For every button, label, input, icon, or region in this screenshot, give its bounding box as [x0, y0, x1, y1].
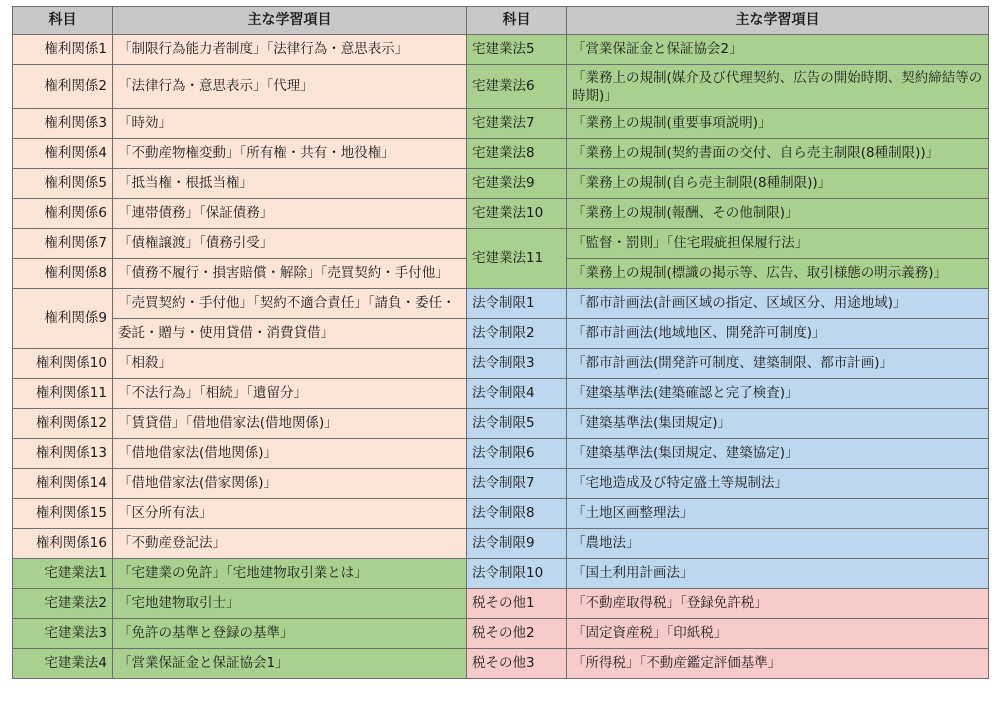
topics-cell: 「土地区画整理法」 — [567, 499, 989, 529]
subject-cell: 宅建業法1 — [13, 559, 113, 589]
table-row — [13, 349, 989, 379]
topics-cell: 「不動産物権変動」「所有権・共有・地役権」 — [113, 139, 467, 169]
table-row — [13, 469, 989, 499]
subject-cell: 権利関係6 — [13, 199, 113, 229]
topics-cell: 「業務上の規制(契約書面の交付、自ら売主制限(8種制限))」 — [567, 139, 989, 169]
header-row — [13, 7, 989, 35]
subject-cell: 権利関係14 — [13, 469, 113, 499]
subject-cell: 法令制限7 — [467, 469, 567, 499]
subject-cell: 権利関係9 — [13, 289, 113, 349]
topics-cell: 「業務上の規制(報酬、その他制限)」 — [567, 199, 989, 229]
subject-cell: 権利関係15 — [13, 499, 113, 529]
topics-cell: 「制限行為能力者制度」「法律行為・意思表示」 — [113, 35, 467, 65]
topics-cell: 「建築基準法(集団規定)」 — [567, 409, 989, 439]
topics-cell: 「区分所有法」 — [113, 499, 467, 529]
table-row — [13, 199, 989, 229]
table-row — [13, 589, 989, 619]
subject-cell: 権利関係11 — [13, 379, 113, 409]
subject-cell: 権利関係5 — [13, 169, 113, 199]
table-row — [13, 529, 989, 559]
subject-cell: 宅建業法11 — [467, 229, 567, 289]
topics-cell: 「監督・罰則」「住宅瑕疵担保履行法」 — [567, 229, 989, 259]
subject-cell: 法令制限6 — [467, 439, 567, 469]
subject-cell: 法令制限8 — [467, 499, 567, 529]
subject-cell: 法令制限9 — [467, 529, 567, 559]
topics-cell: 「農地法」 — [567, 529, 989, 559]
table-row — [13, 319, 989, 349]
subject-cell: 宅建業法10 — [467, 199, 567, 229]
subject-cell: 宅建業法4 — [13, 649, 113, 679]
topics-cell: 委託・贈与・使用貸借・消費貸借」 — [113, 319, 467, 349]
subject-cell: 権利関係1 — [13, 35, 113, 65]
subject-cell: 宅建業法2 — [13, 589, 113, 619]
subject-cell: 権利関係16 — [13, 529, 113, 559]
subject-cell: 法令制限4 — [467, 379, 567, 409]
subject-cell: 税その他1 — [467, 589, 567, 619]
subject-cell: 権利関係3 — [13, 109, 113, 139]
table-row — [13, 289, 989, 319]
topics-cell: 「宅地建物取引士」 — [113, 589, 467, 619]
topics-cell: 「業務上の規制(媒介及び代理契約、広告の開始時期、契約締結等の時期)」 — [567, 65, 989, 109]
table-row — [13, 65, 989, 109]
table-row — [13, 649, 989, 679]
table-row — [13, 109, 989, 139]
topics-cell: 「不動産取得税」「登録免許税」 — [567, 589, 989, 619]
topics-cell: 「固定資産税」「印紙税」 — [567, 619, 989, 649]
subject-cell: 宅建業法9 — [467, 169, 567, 199]
topics-cell: 「所得税」「不動産鑑定評価基準」 — [567, 649, 989, 679]
subject-cell: 税その他3 — [467, 649, 567, 679]
topics-cell: 「都市計画法(地域地区、開発許可制度)」 — [567, 319, 989, 349]
subject-cell: 法令制限5 — [467, 409, 567, 439]
table-row — [13, 439, 989, 469]
topics-cell: 「宅建業の免許」「宅地建物取引業とは」 — [113, 559, 467, 589]
topics-cell: 「賃貸借」「借地借家法(借地関係)」 — [113, 409, 467, 439]
subject-cell: 権利関係10 — [13, 349, 113, 379]
topics-cell: 「売買契約・手付他」「契約不適合責任」「請負・委任・ — [113, 289, 467, 319]
topics-cell: 「時効」 — [113, 109, 467, 139]
subject-cell: 法令制限3 — [467, 349, 567, 379]
table-row — [13, 619, 989, 649]
header-topics-right: 主な学習項目 — [567, 7, 989, 35]
subject-cell: 権利関係2 — [13, 65, 113, 109]
topics-cell: 「営業保証金と保証協会1」 — [113, 649, 467, 679]
subject-cell: 権利関係12 — [13, 409, 113, 439]
topics-cell: 「不法行為」「相続」「遺留分」 — [113, 379, 467, 409]
topics-cell: 「相殺」 — [113, 349, 467, 379]
table-row — [13, 139, 989, 169]
topics-cell: 「連帯債務」「保証債務」 — [113, 199, 467, 229]
topics-cell: 「営業保証金と保証協会2」 — [567, 35, 989, 65]
topics-cell: 「都市計画法(計画区域の指定、区域区分、用途地域)」 — [567, 289, 989, 319]
header-subject-right: 科目 — [467, 7, 567, 35]
topics-cell: 「建築基準法(建築確認と完了検査)」 — [567, 379, 989, 409]
topics-cell: 「宅地造成及び特定盛土等規制法」 — [567, 469, 989, 499]
table-row — [13, 229, 989, 259]
topics-cell: 「建築基準法(集団規定、建築協定)」 — [567, 439, 989, 469]
subject-cell: 法令制限1 — [467, 289, 567, 319]
topics-cell: 「債務不履行・損害賠償・解除」「売買契約・手付他」 — [113, 259, 467, 289]
subject-cell: 宅建業法5 — [467, 35, 567, 65]
subject-cell: 宅建業法3 — [13, 619, 113, 649]
table-row — [13, 169, 989, 199]
subject-cell: 権利関係4 — [13, 139, 113, 169]
subject-cell: 権利関係13 — [13, 439, 113, 469]
topics-cell: 「業務上の規制(標識の掲示等、広告、取引様態の明示義務)」 — [567, 259, 989, 289]
header-subject-left: 科目 — [13, 7, 113, 35]
table-row — [13, 499, 989, 529]
topics-cell: 「借地借家法(借家関係)」 — [113, 469, 467, 499]
table-row — [13, 559, 989, 589]
topics-cell: 「業務上の規制(重要事項説明)」 — [567, 109, 989, 139]
topics-cell: 「業務上の規制(自ら売主制限(8種制限))」 — [567, 169, 989, 199]
study-schedule-table — [12, 6, 989, 679]
subject-cell: 宅建業法6 — [467, 65, 567, 109]
subject-cell: 宅建業法7 — [467, 109, 567, 139]
table-row — [13, 409, 989, 439]
table-row — [13, 379, 989, 409]
subject-cell: 権利関係7 — [13, 229, 113, 259]
table-row — [13, 35, 989, 65]
topics-cell: 「借地借家法(借地関係)」 — [113, 439, 467, 469]
topics-cell: 「免許の基準と登録の基準」 — [113, 619, 467, 649]
topics-cell: 「都市計画法(開発許可制度、建築制限、都市計画)」 — [567, 349, 989, 379]
topics-cell: 「債権譲渡」「債務引受」 — [113, 229, 467, 259]
subject-cell: 法令制限2 — [467, 319, 567, 349]
subject-cell: 権利関係8 — [13, 259, 113, 289]
subject-cell: 法令制限10 — [467, 559, 567, 589]
header-topics-left: 主な学習項目 — [113, 7, 467, 35]
topics-cell: 「国土利用計画法」 — [567, 559, 989, 589]
topics-cell: 「抵当権・根抵当権」 — [113, 169, 467, 199]
subject-cell: 宅建業法8 — [467, 139, 567, 169]
topics-cell: 「不動産登記法」 — [113, 529, 467, 559]
topics-cell: 「法律行為・意思表示」「代理」 — [113, 65, 467, 109]
subject-cell: 税その他2 — [467, 619, 567, 649]
